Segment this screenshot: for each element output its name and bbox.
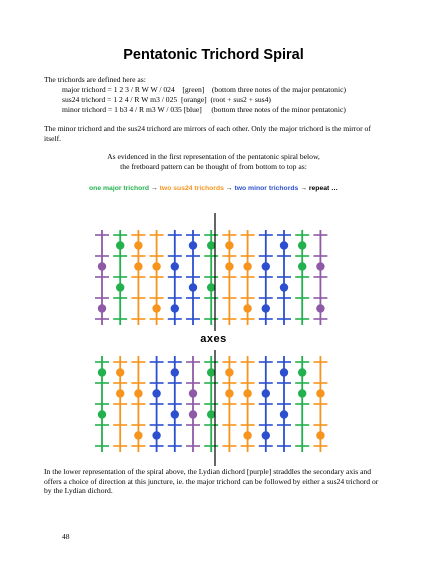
note-dot	[262, 389, 270, 397]
note-dot	[207, 368, 215, 376]
legend-arrow-icon: →	[225, 185, 233, 192]
note-dot	[152, 389, 160, 397]
note-dot	[207, 283, 215, 291]
note-dot	[98, 304, 106, 312]
note-dot	[225, 389, 233, 397]
note-dot	[316, 389, 324, 397]
note-dot	[243, 304, 251, 312]
note-dot	[280, 283, 288, 291]
note-dot	[207, 410, 215, 418]
note-dot	[116, 283, 124, 291]
note-dot	[152, 431, 160, 439]
note-dot	[243, 262, 251, 270]
note-dot	[280, 410, 288, 418]
note-dot	[262, 431, 270, 439]
note-dot	[98, 262, 106, 270]
note-dot	[243, 431, 251, 439]
note-dot	[225, 368, 233, 376]
note-dot	[116, 241, 124, 249]
note-dot	[134, 241, 142, 249]
note-dot	[152, 304, 160, 312]
major-trichord-definition: major trichord = 1 2 3 / R W W / 024 [green] (bottom three notes of the major pentatonic)	[62, 85, 346, 94]
note-dot	[280, 368, 288, 376]
axes-label: axes	[200, 333, 227, 345]
legend-repeat: repeat …	[308, 185, 338, 192]
note-dot	[298, 241, 306, 249]
note-dot	[152, 262, 160, 270]
note-dot	[116, 368, 124, 376]
note-dot	[262, 262, 270, 270]
note-dot	[225, 241, 233, 249]
note-dot	[298, 368, 306, 376]
legend-major: one major trichord	[89, 185, 150, 192]
note-dot	[298, 262, 306, 270]
note-dot	[243, 389, 251, 397]
note-dot	[316, 262, 324, 270]
evidence-line-1: As evidenced in the first representation of the pentatonic spiral below,	[107, 152, 320, 161]
note-dot	[207, 241, 215, 249]
page-title: Pentatonic Trichord Spiral	[123, 47, 304, 63]
note-dot	[171, 410, 179, 418]
legend-sus24: two sus24 trichords	[159, 185, 224, 192]
note-dot	[171, 262, 179, 270]
note-dot	[189, 389, 197, 397]
evidence-line-2: the fretboard pattern can be thought of from bottom to top as:	[120, 162, 307, 171]
note-dot	[98, 410, 106, 418]
note-dot	[280, 241, 288, 249]
intro-text: The trichords are defined here as:	[44, 75, 146, 84]
mirror-paragraph: The minor trichord and the sus24 trichord are mirrors of each other. Only the major trichord is the mirror of itself.	[44, 124, 371, 143]
note-dot	[316, 304, 324, 312]
note-dot	[225, 262, 233, 270]
note-dot	[189, 283, 197, 291]
note-dot	[189, 241, 197, 249]
note-dot	[98, 368, 106, 376]
note-dot	[262, 304, 270, 312]
legend-arrow-icon: →	[150, 185, 158, 192]
closing-paragraph: In the lower representation of the spiral above, the Lydian dichord [purple] straddles the secondary axis and offers a choice of direction at this juncture, ie. the major trichord can be followed by either a sus24 trichord or by the Lydian dichord.	[44, 467, 379, 496]
note-dot	[134, 431, 142, 439]
minor-trichord-definition: minor trichord = 1 b3 4 / R m3 W / 035 [blue] (bottom three notes of the minor pentatonic)	[62, 105, 346, 114]
note-dot	[316, 431, 324, 439]
note-dot	[116, 389, 124, 397]
legend-arrow-icon: →	[300, 185, 307, 192]
note-dot	[171, 304, 179, 312]
sus24-trichord-definition: sus24 trichord = 1 2 4 / R W m3 / 025 [orange] (root + sus2 + sus4)	[62, 95, 271, 104]
note-dot	[171, 368, 179, 376]
note-dot	[134, 262, 142, 270]
lower-spiral-grid	[95, 356, 327, 452]
upper-spiral-grid	[95, 230, 327, 325]
note-dot	[134, 389, 142, 397]
legend-minor: two minor trichords	[234, 185, 299, 192]
note-dot	[189, 410, 197, 418]
page-number: 48	[62, 532, 70, 541]
note-dot	[298, 389, 306, 397]
